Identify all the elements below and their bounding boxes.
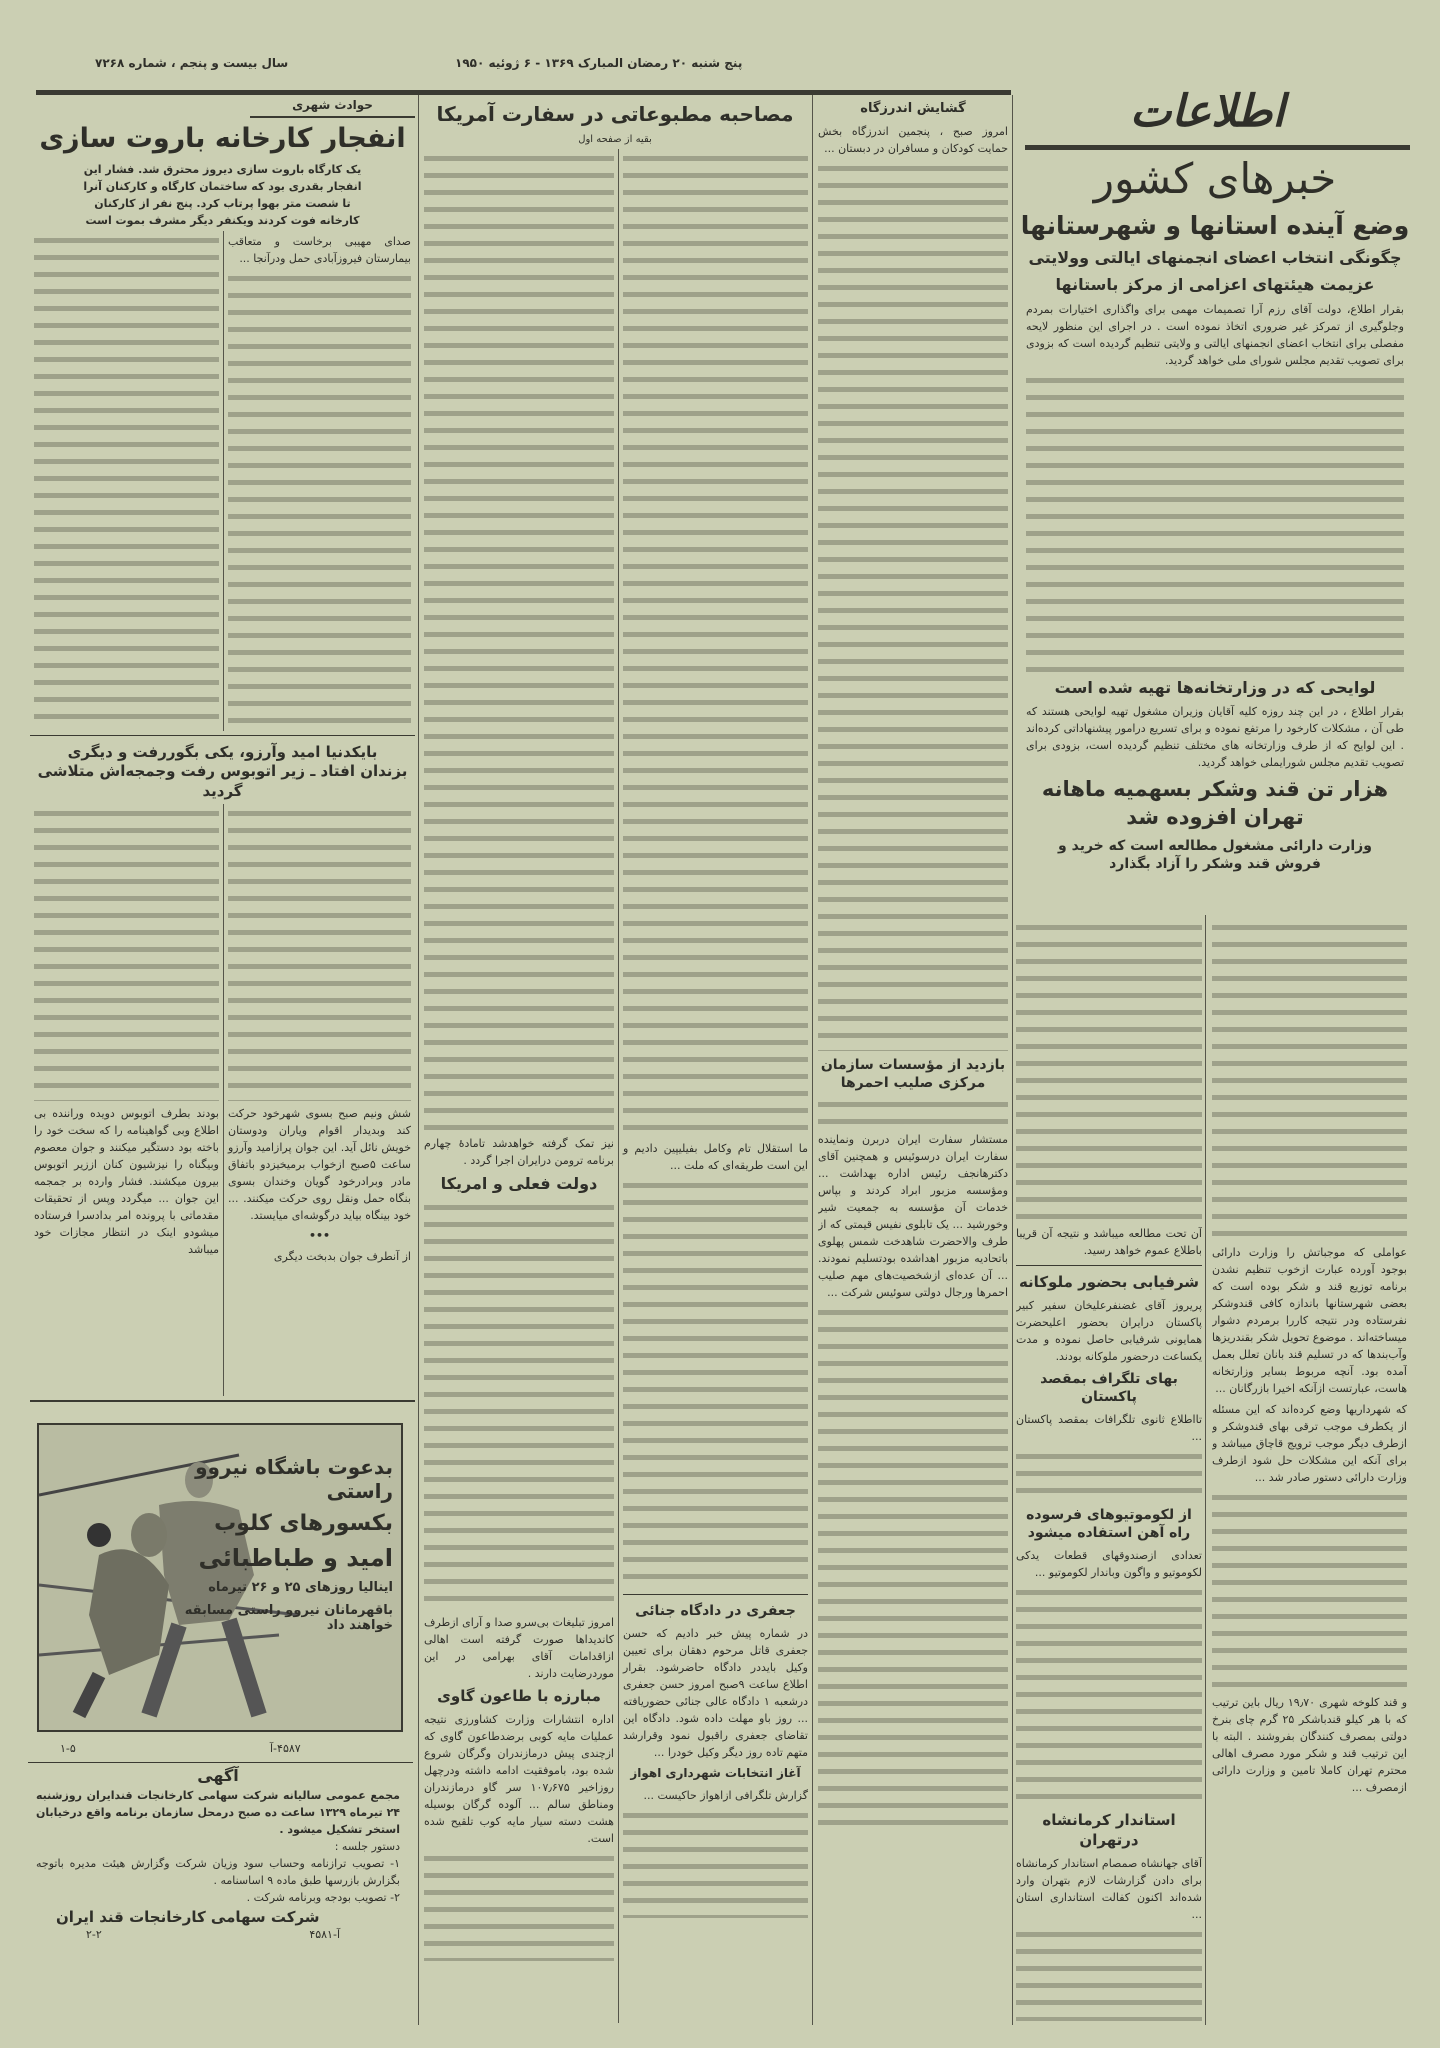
article-body: تعدادی ازصندوقهای قطعات یدکی لکوموتیو و واگون وباندار لکوموتیو ... (1016, 1549, 1202, 1580)
article-text-lines (228, 806, 411, 1101)
article-text-lines (1016, 1927, 1202, 2021)
article-body: نیز تمک گرفته خواهدشد تامادهٔ چهارم برنامه ترومن درایران اجرا گردد . (424, 1137, 614, 1167)
ad-line: باقهرمانان نیروو راستی مسابقه خواهند داد (184, 1603, 393, 1633)
column-divider (418, 95, 419, 2025)
headline-audience: شرفیابی بحضور ملوکانه (1018, 1272, 1200, 1291)
divider (30, 735, 415, 736)
header-rule (36, 90, 1011, 95)
bus-column-b (30, 804, 223, 1396)
article-body: گزارش تلگرافی ازاهواز حاکیست ... (643, 1788, 808, 1802)
article-body: مستشار سفارت ایران دربرن ونماینده سفارت ایران درسوئیس و همچنین آقای دکترهانجف رئیس اداره بهداشت ... ومؤسسه مزبور ابراد کردند و بپاس خدمات آن مؤسسه به جمعیت شیر وخورشید ... یک تابلوی نفیس قیمتی که از طرف والاحضرت شاهدخت شمس پهلوی باتحادیه مزبور اهداشده بودتسلیم نمودند. ... آن عده‌ای ازشخصیت‌های مهم صلیب احمرها ورجال دولتی سوئیس شرکت ... (818, 1133, 1008, 1300)
article-body: در شماره پیش خبر دادیم که حسن جعفری قاتل مرحوم دهقان برای تعیین وکیل بایددر دادگاه حاضرشود. بقرار اطلاع ساعت ۹صبح امروز حسن جعفری درشعبه ۱ دادگاه عالی جنائی حضوریافته ... روز باو مهلت داده شود. دادگاه این تقاضای جعفری راقبول نمود وقرارشد متهم تاده روز دیگر وکیل خودرا ... (623, 1627, 808, 1760)
article-body: پریروز آقای غضنفرعلیخان سفیر کبیر پاکستان درایران بحضور اعلیحضرت همایونی شرفیابی حاصل نموده و مدت یکساعت درحضور ملوکانه بودند. (1016, 1299, 1202, 1363)
article-body: امروز تبلیغات بی‌سرو صدا و آرای ازطرف کاندیداها صورت گرفته است اهالی ازاقدامات آقای بهرامی در این موردرضایت دارند . (424, 1615, 614, 1680)
headline-government: دولت فعلی و امریکا (440, 1174, 598, 1193)
article-text-lines (818, 1305, 1008, 1830)
article-text-lines (228, 271, 411, 729)
city-news (30, 98, 415, 1406)
headline-ahvaz: آغاز انتخابات شهرداری اهواز (630, 1766, 801, 1781)
article-body: و قند کلوخه شهری ۱۹٫۷۰ ریال باین ترتیب که با هر کیلو قندباشکر ۲۵ گرم چای بنرخ دولتی بمصرف کنندگان بفروشند . البته با این ترتیب قند و شکر مورد مصرف اهالی محترم تهران کاملا تامین و وزارت دارائی ازمصرف ... (1212, 1696, 1407, 1794)
column-divider (1012, 95, 1013, 2025)
column-prison-opening (818, 98, 1008, 2023)
bus-column-a (223, 804, 415, 1396)
article-text-lines (623, 151, 808, 1136)
headline-bills: لوایحی که در وزارتخانه‌ها تهیه شده است (1054, 677, 1376, 697)
boxing-advertisement (37, 1423, 403, 1732)
ad-line: اینالیا روزهای ۲۵ و ۲۶ تیرماه (208, 1580, 393, 1595)
article-text-lines (1016, 1585, 1202, 1806)
sugar-company-notice (36, 1766, 400, 2041)
article-text-lines (34, 806, 219, 1101)
article-body: عواملی که موجباتش را وزارت دارائی بوجود آورده عبارت ازخوب تنظیم نشدن برنامه توزیع قند و شکر بوده است که بعضی شهرستانها باندازه کافی قندوشکر نفرستاده ودر نتیجه کاررا برمردم دشوار میساخته‌اند . موضوع تحویل شکر بقندریزها وآب‌بندها که در تسلیم قند بانان تعلل بعمل آمده بود. آنچه مربوط بسایر وزارتخانه هاست، عبارتست ازآنکه اخیرا بازرگانان ... (1212, 1246, 1407, 1395)
article-body: شش ونیم صبح بسوی شهرخود حرکت کند وبدیدار اقوام ویاران ودوستان خویش نائل آید. این جوان پرازامید وآرزو ساعت ۵صبح ازخواب برمیخیزدو باتفاق مادر وبرادرخود گویان وخندان بسوی بنگاه حمل ونقل روی حرکت میکنند. ... خود بینگاه بیاید درگوشه‌ای میایستد. (228, 1107, 411, 1223)
subheadline: چگونگی انتخاب اعضای انجمنهای ایالتی وولایتی (1028, 248, 1402, 268)
article-lede: یک کارگاه باروت سازی دیروز محترق شد. فشار این انفجار بقدری بود که ساختمان کارگاه و کارکنان آنرا تا شصت متر بهوا پرتاب کرد. پنج نفر از کارکنان کارخانه فوت کردند ویکنفر دیگر مشرف بموت است (83, 162, 362, 227)
headline-cattle-plague: مبارزه با طاعون گاوی (437, 1686, 601, 1705)
article-text-lines (424, 1200, 614, 1610)
headline-prison: گشایش اندرزگاه (860, 101, 966, 116)
notice-body: مجمع عمومی سالیانه شرکت سهامی کارخانجات قندایران روزشنبه ۲۴ تیرماه ۱۳۲۹ ساعت ده صبح درمحل سازمان برنامه واقع درخیابان استخر تشکیل میشود . (36, 1788, 400, 1836)
headline-bus-accident-2: بزندان افتاد ـ زیر اتوبوس رفت وجمجه‌اش متلاشی گردید (37, 762, 408, 800)
article-text-lines (424, 151, 614, 1131)
article-body: تااطلاع ثانوی تلگرافات بمقصد پاکستان ... (1016, 1413, 1202, 1444)
volume-issue: سال بیست و پنجم ، شماره ۷۲۶۸ (95, 56, 289, 70)
article-body: اداره انتشارات وزارت کشاورزی نتیجه عملیات مایه کوبی برضدطاعون گاوی که ازچندی پیش درمازندران وگرگان شروع شده بود، باموفقیت ادامه داشته ودرچهل روزاخیر ۱۰۷٫۶۷۵ سر گاو درمازندران ومناطق سالم ... آلوده گرگان بوسیله هشت دسته سیار مایه کوب تلقیح شده است. (424, 1713, 614, 1846)
article-body: امروز صبح ، پنجمین اندرزگاه بخش حمایت کودکان و مسافران در دبستان ... (818, 124, 1008, 155)
article-text-lines (1212, 920, 1407, 1240)
headline-locomotives: از لکوموتیوهای فرسوده راه آهن استفاده میشود (1026, 1507, 1192, 1542)
article-text-lines (818, 1097, 1008, 1127)
subheadline: عزیمت هیئتهای اعزامی از مرکز باستانها (1055, 274, 1375, 294)
notice-title: آگهی (197, 1766, 239, 1785)
notice-code: ۴۵۸۱-آ (309, 1927, 340, 1941)
divider (30, 1400, 415, 1402)
section-title-city: حوادث شهری (292, 98, 373, 112)
ad-line: بدعوت باشگاه نیروو راستی (195, 1455, 393, 1503)
headline-governor: استاندار کرمانشاه درتهران (1042, 1811, 1176, 1849)
main-headline: وضع آینده استانها و شهرستانها (1020, 210, 1410, 240)
divider (623, 1594, 808, 1595)
article-text-lines (818, 161, 1008, 1051)
explosion-column-b (30, 231, 223, 731)
headline-trial: جعفری در دادگاه جنائی (635, 1603, 796, 1619)
continued-note: بقیه از صفحه اول (578, 134, 652, 145)
interview-column-a (618, 149, 810, 2023)
masthead-rule (1025, 145, 1410, 150)
explosion-column-a (223, 231, 415, 731)
short-news-column (1016, 918, 1202, 2023)
article-body: که شهرداریها وضع کرده‌اند که این مسئله از یکطرف موجب ترقی بهای قندوشکر و ازطرف دیگر موجب ترویج قاچاق میباشد و برای آنکه این مشکلات حل شود ازطرف وزارت دارائی دستور صادر شد ... (1212, 1403, 1407, 1484)
divider (1016, 1265, 1202, 1266)
article-body: بقرار اطلاع، دولت آقای رزم آرا تصمیمات مهمی برای واگذاری اختیارات بمردم وجلوگیری از تمرکز غیر ضروری اتخاذ نموده است . در اجرای این منظور لایحه مفصلی برای انتخاب اعضای انجمنهای ایالتی و ولایتی تنظیم گردیده است که بزودی برای تصویب تقدیم مجلس شورای ملی خواهد گردید. (1026, 302, 1404, 367)
column-divider (812, 95, 813, 2025)
issue-date: پنج شنبه ۲۰ رمضان المبارک ۱۳۶۹ - ۶ ژوئیه ۱۹۵۰ (455, 56, 743, 70)
article-body: صدای مهیبی برخاست و متعاقب بیمارستان فیروزآبادی حمل ودرآنجا ... (228, 234, 411, 265)
section-title: خبرهای کشور (1093, 154, 1337, 203)
article-text-lines (1016, 920, 1202, 1221)
notice-pages: ۲-۲ (86, 1927, 102, 1941)
article-text-lines (1026, 373, 1404, 673)
article-body: ما استقلال تام وکامل بفیلیپین دادیم و این است طریقه‌ای که ملت ... (623, 1142, 808, 1172)
ad-text (163, 1455, 393, 1725)
ad-pages: ۱-۵ (60, 1742, 76, 1755)
article-body: آقای جهانشاه صمصام استاندار کرمانشاه برای دادن گزارشات لازم بتهران وارد شده‌اند اکنون کفالت استانداری استان ... (1016, 1857, 1202, 1922)
headline-telegraph: بهای تلگراف بمقصد پاکستان (1040, 1371, 1178, 1406)
headline-interview: مصاحبه مطبوعاتی در سفارت آمریکا (436, 102, 794, 126)
article-body: آن تحت مطالعه میباشد و نتیجه آن قریبا باطلاع عموم خواهد رسید. (1016, 1226, 1202, 1257)
ad-line: امید و طباطبائی (198, 1544, 393, 1572)
headline-bus-accident: بایکدنیا امید وآرزو، یکی بگوررفت و دیگری (67, 742, 378, 761)
article-press-interview (420, 98, 810, 2023)
ad-code: ۴۵۸۷-آ (270, 1742, 301, 1755)
subheadline-sugar: وزارت دارائی مشغول مطالعه است که خرید و فروش قند وشکر را آزاد بگذارد (1058, 838, 1372, 873)
notice-signature: شرکت سهامی کارخانجات قند ایران (56, 1907, 320, 1926)
headline-redcross: بازدید از مؤسسات سازمان مرکزی صلیب احمرها (820, 1056, 1006, 1092)
notice-agenda-item: ۲- تصویب بودجه وبرنامه شرکت . (246, 1890, 400, 1904)
interview-column-b (420, 149, 618, 2023)
article-body: از آنطرف جوان بدبخت دیگری (273, 1250, 411, 1264)
article-body: بودند بطرف اتوبوس دویده وراننده بی اطلاع وبی گواهینامه را که سخت خود را باخته بود دستگیر میکنند و جوان معصوم وبیگناه را نیزشیون کنان اززیر اتوبوس بیرون میکشند. فشار وارده بر جمجمه این جوان ... میگردد وپس از تحقیقات مقدماتی با پرونده امر بدادسرا فرستاده میشودو اینک در انتظار مجازات خود میباشد (34, 1107, 219, 1257)
notice-agenda-label: دستور جلسه : (334, 1839, 400, 1853)
notice-agenda-item: ۱- تصویب ترازنامه وحساب سود وزیان شرکت وگزارش هیئت مدیره باتوجه بگزارش بازرسها طبق ماده ۹ اساسنامه . (36, 1856, 400, 1887)
column-divider (1205, 915, 1206, 2025)
article-body: بقرار اطلاع ، در این چند روزه کلیه آقایان وزیران مشغول تهیه لوایحی هستند که طی آن ، مشکلات کارخود را مرتفع نموده و برای تسریع درامور پیشنهاداتی کرده‌اند . این لوایح که از طرف وزارتخانه های مختلف تنظیم گردیده است، بزودی برای تصویب تقدیم مجلس شورایملی خواهد گردید. (1026, 705, 1404, 770)
article-text-lines (424, 1851, 614, 1961)
national-news (1020, 152, 1410, 912)
sugar-article-column (1212, 918, 1407, 2023)
article-text-lines (623, 1808, 808, 1918)
article-text-lines (623, 1178, 808, 1588)
article-text-lines (1212, 1490, 1407, 1690)
article-text-lines (1016, 1449, 1202, 1501)
headline-explosion: انفجار کارخانه باروت سازی (39, 122, 406, 154)
separator-dots: ••• (308, 1229, 331, 1243)
divider (28, 1762, 413, 1763)
masthead-logo: اطلاعات (1130, 86, 1285, 137)
ad-line: بکسورهای کلوب (214, 1511, 393, 1536)
article-text-lines (34, 233, 219, 728)
headline-sugar: هزار تن قند وشکر بسهمیه ماهانه تهران افزوده شد (1041, 777, 1389, 829)
